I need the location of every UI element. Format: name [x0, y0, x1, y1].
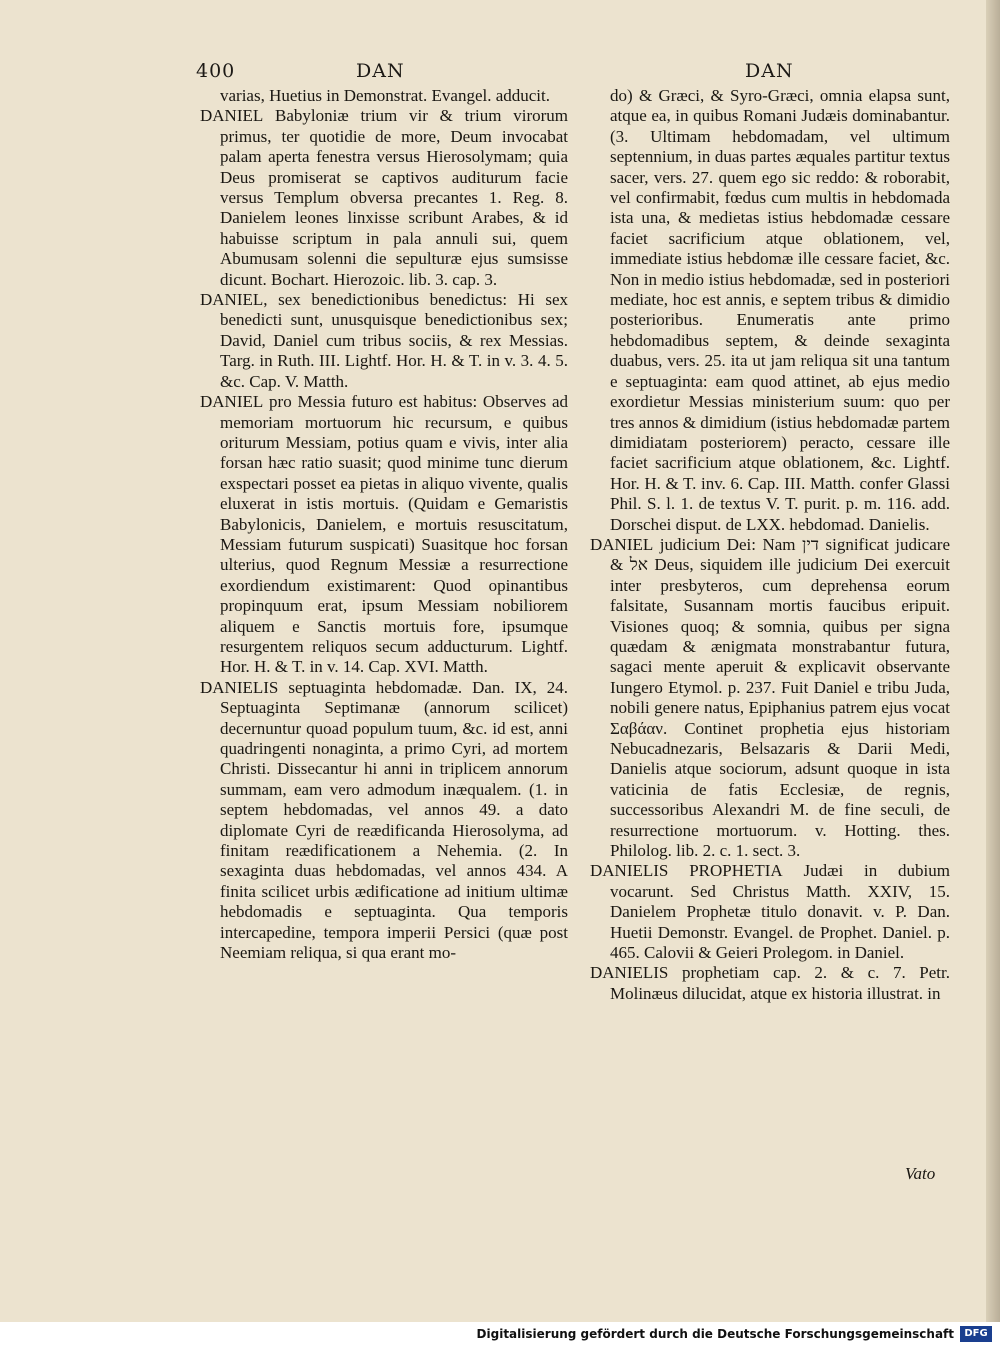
digitization-footer — [0, 1322, 1000, 1347]
entry-lemma: DANIEL — [200, 392, 264, 412]
entry-text: septuaginta hebdomadæ. Dan. IX, 24. Septuaginta Septimanæ (annorum scilicet) decernuntur quoad populum tuum, &c. id est, anni quadringenti nonaginta, a primo Cyri, ad mortem Christi. Dissecantur hi anni in triplicem annorum summam, eam vero admodum inæqualem. (1. in septem hebdomadas, vel annos 49. a dato diplomate Cyri de reædificanda Hierosolyma, ad finitam reædificationem a Nehemia. (2. In sexaginta duas hebdomadas, vel annos 434. A finita scilicet urbis ædificatione ad initium ultimæ hebdomadis e septuaginta. Qua temporis intercapedine, tempora imperii Persici (quæ post Neemiam reliqua, si qua erant mo- — [220, 677, 568, 963]
dfg-logo: DFG — [960, 1326, 992, 1342]
right-column — [590, 86, 950, 1004]
entry-text: Judæi in dubium vocarunt. Sed Christus Matth. XXIV, 15. Danielem Prophetæ titulo donavit. v. P. Dan. Huetii Demonstr. Evangel. de Prophet. Daniel. p. 465. Calovii & Geieri Prolegom. in Daniel. — [610, 861, 950, 963]
dictionary-entry — [590, 963, 950, 1004]
dictionary-entry — [200, 392, 568, 678]
dictionary-entry — [200, 678, 568, 964]
entry-lemma: DANIELIS — [590, 963, 669, 983]
entry-continuation: do) & Græci, & Syro-Græci, omnia elapsa sunt, atque ea, in quibus Romani Judæis dominabantur. (3. Ultimam hebdomadam, vel ultimum septennium, in duas partes æquales partitur textus sacer, vers. 27. quem ego sic reddo: & roborabit, vel confirmabit, fœdus cum multis in hebdomada ista una, & medietas istius hebdomadæ cessare faciet sacrificium atque oblationem, vel, immediate istius hebdomæ ille cessare faciet, &c. Non in medio istius hebdomadæ, sed in posteriori mediate, hoc est annis, e septem tribus & dimidio posterioribus. Enumeratis ante primo hebdomadibus septem, & deinde sexaginta duabus, vers. 25. ita ut jam reliqua sit una tantum e septuaginta: eam quod attinet, ab ejus medio exordietur Messias ministerium suum: quo per tres annos & dimidium (istius hebdomadæ partem dimidiatam posteriorem) peracto, cessare ille faciet sacrificium atque oblationem, &c. Lightf. Hor. H. & T. inv. 6. Cap. III. Matth. confer Glassi Phil. S. l. 1. de textus V. T. purit. p. m. 116. add. Dorschei disput. de LXX. hebdomad. Danielis. — [610, 86, 950, 534]
page-number: 400 — [196, 60, 236, 82]
entry-text: Babyloniæ trium vir & trium virorum primus, ter quotidie de more, Deum invocabat palam aperta fenestra versus Hierosolymam; quia Deus promiserat se captivos auditurum facie versus Templum obversa precantes 1. Reg. 8. Danielem leones linxisse scribunt Arabes, & id habuisse scriptum in pala annuli sui, quem Abumusam solenni die sepulturæ ejus sumsisse dicunt. Bochart. Hierozoic. lib. 3. cap. 3. — [220, 106, 568, 289]
entry-text: pro Messia futuro est habitus: Observes ad memoriam mortuorum hic recursum, e quibus oriturum Messiam, potius quam e vivis, inter alia forsan hæc ratio suasit; quod minime tunc dierum exspectari posset ea pietas in aliquo vivente, qualis eluxerat in istis mortuis. (Quidam e Gemaristis Babylonicis, Danielem, e mortuis resuscitatum, Messiam futurum suspicati) Suasitque hoc forsan ulterius, quod Regnum Messiæ a resurrectione exordiendum existimarent: Quod opinantibus propinquum erat, ipsum Messiam nobiliorem aliquem e Sanctis mortuis fore, ipsumque resurgentem reliquos secum adducturum. Lightf. Hor. H. & T. in v. 14. Cap. XVI. Matth. — [220, 392, 568, 677]
running-head-left: DAN — [356, 60, 405, 82]
entry-lemma: DANIEL — [590, 534, 654, 554]
entry-lemma: DANIEL — [200, 290, 264, 310]
entry-lemma: DANIEL — [200, 106, 264, 126]
dictionary-entry — [590, 535, 950, 862]
running-head-right: DAN — [745, 60, 794, 82]
left-column — [200, 86, 568, 963]
page-edge — [986, 0, 1000, 1322]
dictionary-entry — [590, 861, 950, 963]
entry-text: , sex benedictionibus benedictus: Hi sex benedicti sunt, unusquisque benedictionibus sex; David, Daniel cum tribus sociis, & rex Messias. Targ. in Ruth. III. Lightf. Hor. H. & T. in v. 3. 4. 5. &c. Cap. V. Matth. — [220, 290, 568, 391]
footer-credit: Digitalisierung gefördert durch die Deutsche Forschungsgemeinschaft — [476, 1327, 954, 1341]
catchword: Vato — [905, 1164, 936, 1183]
dictionary-entry — [200, 290, 568, 392]
entry-text: judicium Dei: Nam דין significat judicare & אל Deus, siquidem ille judicium Dei exercuit inter presbyteros, cum deprehensa eorum falsitate, Susannam mortis faucibus eripuit. Visiones quoq; & somnia, quibus per signa quædam & ænigmata monstrabantur futura, sagaci mente aperuit & explicavit observante Iungero Etymol. p. 237. Fuit Daniel e tribu Juda, nobili genere natus, Epiphanius patrem ejus vocat Σαβάαν. Continet prophetia ejus historiam Nebucadnezaris, Belsazaris & Darii Medi, Danielis atque sociorum, adsunt quoque in ista vaticinia de fatis Ecclesiæ, de regnis, successoribus Alexandri M. de fine seculi, de resurrectione mortuorum. v. Hotting. thes. Philolog. lib. 2. c. 1. sect. 3. — [610, 534, 950, 861]
entry-text: prophetiam cap. 2. & c. 7. Petr. Molinæus dilucidat, atque ex historia illustrat. in — [610, 963, 950, 1003]
dictionary-entry — [200, 106, 568, 290]
entry-continuation: varias, Huetius in Demonstrat. Evangel. adducit. — [220, 86, 550, 105]
entry-lemma: DANIELIS PROPHETIA — [590, 861, 783, 881]
entry-lemma: DANIELIS — [200, 677, 279, 697]
